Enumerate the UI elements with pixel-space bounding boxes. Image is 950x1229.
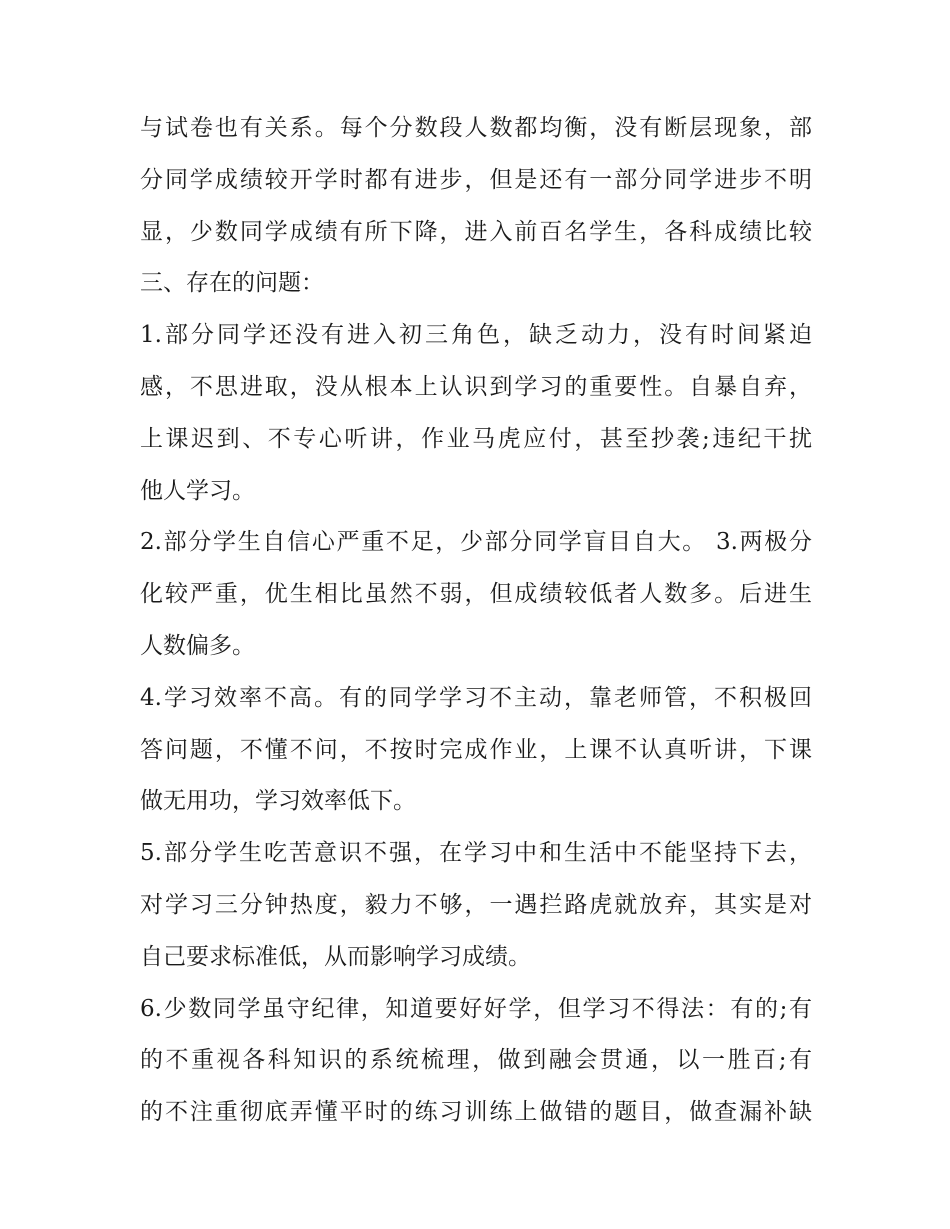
text-line: 做无用功，学习效率低下。 (140, 788, 416, 815)
text-line: 与试卷也有关系。每个分数段人数都均衡，没有断层现象，部 (140, 115, 812, 141)
text-line: 1.部分同学还没有进入初三角色，缺乏动力，没有时间紧迫 (140, 322, 812, 349)
text-line: 的不重视各科知识的系统梳理，做到融会贯通，以一胜百;有 (140, 1047, 812, 1074)
text-line: 的不注重彻底弄懂平时的练习训练上做错的题目，做查漏补缺 (140, 1099, 812, 1126)
text-line: 感，不思进取，没从根本上认识到学习的重要性。自暴自弃， (140, 373, 812, 400)
text-line: 三、存在的问题： (140, 270, 324, 297)
text-line: 显，少数同学成绩有所下降，进入前百名学生，各科成绩比较 (140, 218, 812, 245)
text-line: 2.部分学生自信心严重不足，少部分同学盲目自大。 3.两极分 (140, 529, 812, 556)
text-line: 人数偏多。 (140, 632, 255, 659)
text-line: 上课迟到、不专心听讲，作业马虎应付，甚至抄袭;违纪干扰 (140, 425, 812, 452)
text-line: 分同学成绩较开学时都有进步，但是还有一部分同学进步不明 (140, 166, 812, 193)
text-line: 5.部分学生吃苦意识不强，在学习中和生活中不能坚持下去， (140, 840, 812, 867)
text-line: 4.学习效率不高。有的同学学习不主动，靠老师管，不积极回 (140, 684, 812, 711)
text-line: 他人学习。 (140, 477, 255, 504)
text-line: 化较严重，优生相比虽然不弱，但成绩较低者人数多。后进生 (140, 581, 812, 608)
text-line: 对学习三分钟热度，毅力不够，一遇拦路虎就放弃，其实是对 (140, 891, 812, 918)
text-line: 自己要求标准低，从而影响学习成绩。 (140, 943, 531, 970)
text-line: 答问题，不懂不问，不按时完成作业，上课不认真听讲，下课 (140, 736, 812, 763)
document-body (140, 103, 812, 1139)
text-line: 6.少数同学虽守纪律，知道要好好学，但学习不得法：有的;有 (140, 995, 812, 1022)
